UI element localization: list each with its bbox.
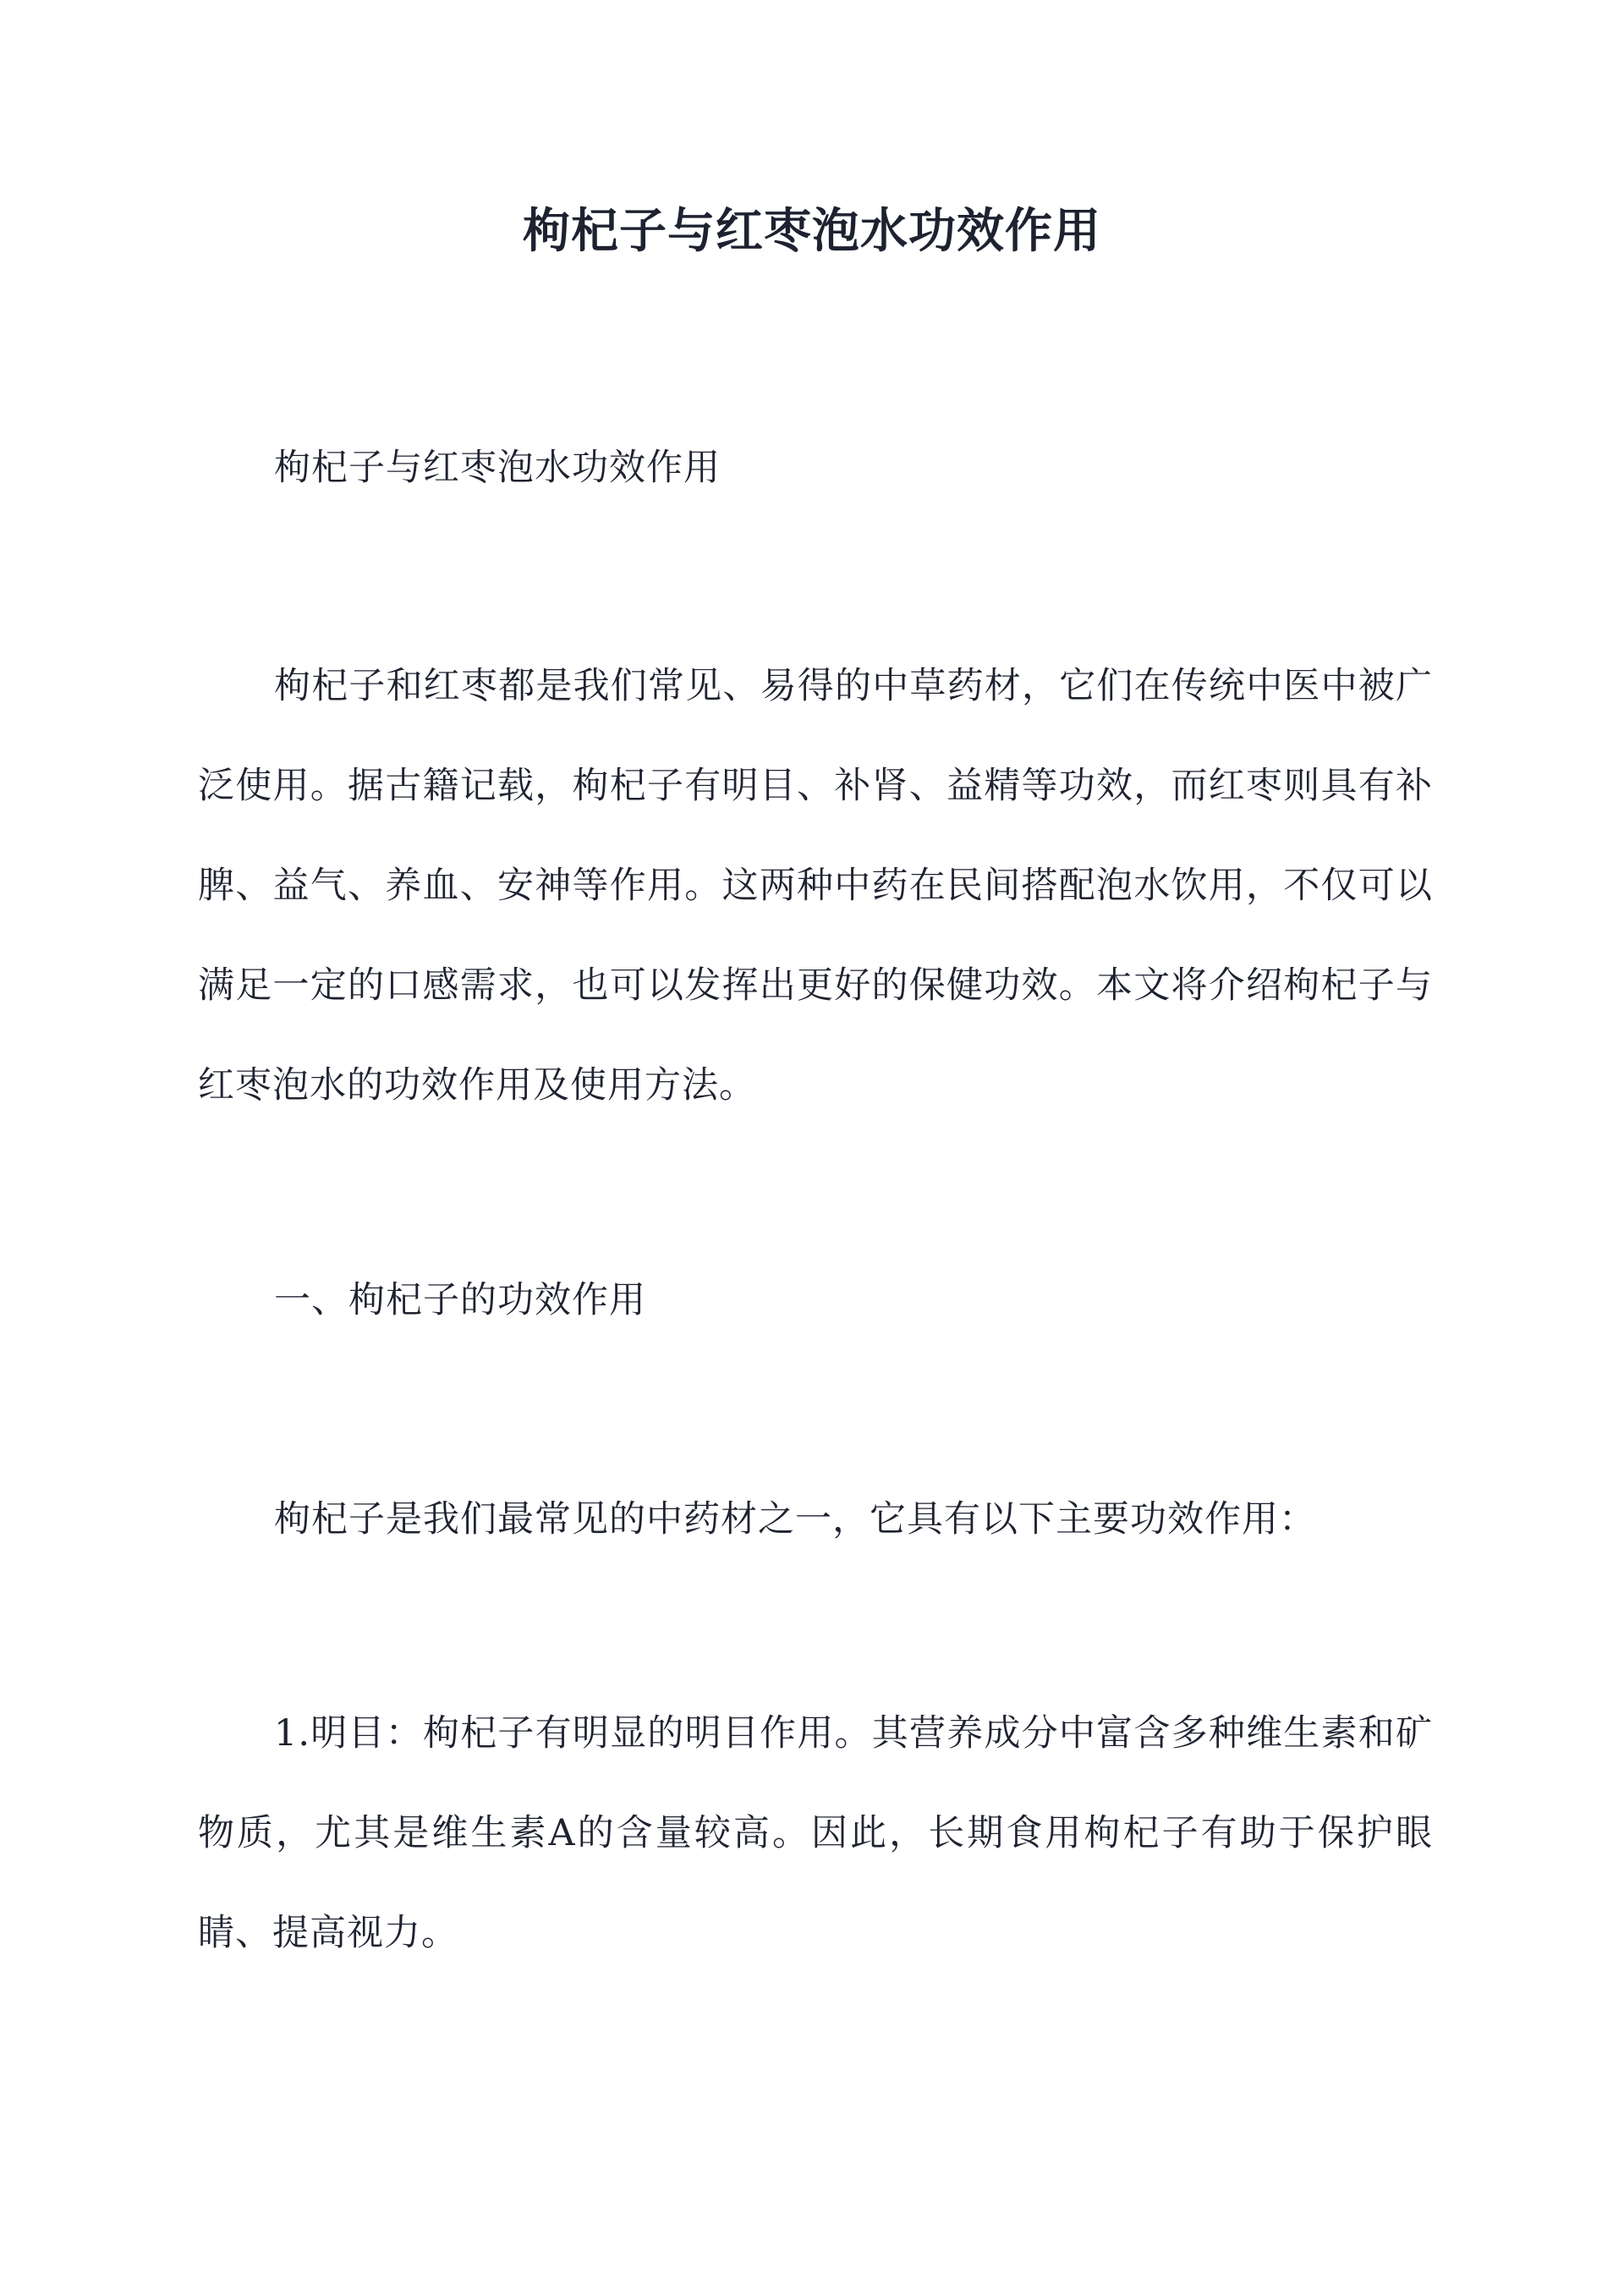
intro-paragraph: 枸杞子和红枣都是我们常见、易得的中草药材，它们在传统中医中被广泛使用。据古籍记载，枸杞子有明目、补肾、益精等功效，而红枣则具有补脾、益气、养血、安神等作用。这两种中药在民间搭配泡水饮用，不仅可以满足一定的口感需求，也可以发挥出更好的保健功效。本文将介绍枸杞子与红枣泡水的功效作用及使用方法。 — [198, 665, 1433, 1107]
subtitle-paragraph: 枸杞子与红枣泡水功效作用 — [274, 447, 721, 489]
goji-benefit-item-1: 1.明目：枸杞子有明显的明目作用。其营养成分中富含多种维生素和矿物质，尤其是维生素A的含量较高。因此，长期食用枸杞子有助于保护眼睛、提高视力。 — [198, 1712, 1433, 1954]
section-heading-goji: 一、枸杞子的功效作用 — [274, 1279, 646, 1321]
document-title: 枸杞子与红枣泡水功效作用 — [523, 203, 1101, 259]
goji-intro-paragraph: 枸杞子是我们最常见的中药材之一，它具有以下主要功效作用： — [274, 1498, 1316, 1541]
